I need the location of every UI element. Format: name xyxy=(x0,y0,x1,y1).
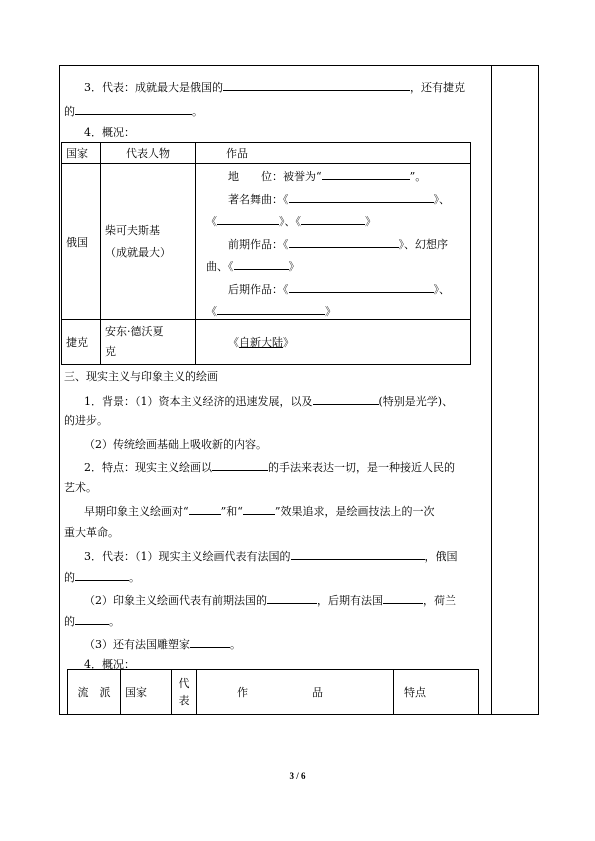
text: 。 xyxy=(192,105,203,118)
blank-french-realist[interactable] xyxy=(291,549,425,560)
music-table xyxy=(61,142,471,365)
blank-late-work[interactable] xyxy=(217,304,325,315)
header-works: 作品 xyxy=(196,143,471,164)
work-line: 《 》 xyxy=(206,305,336,318)
blank-technique[interactable] xyxy=(212,460,268,471)
russia-works xyxy=(196,164,471,320)
text: 品 xyxy=(312,686,323,699)
text: 作 xyxy=(237,686,248,699)
text: 表 xyxy=(178,694,190,707)
header-country: 国家 xyxy=(121,670,172,715)
czech-work: 《自新大陆》 xyxy=(196,320,471,365)
table-row xyxy=(62,320,471,365)
blank-color[interactable] xyxy=(243,504,275,515)
blank-early-work[interactable] xyxy=(289,237,399,248)
blank-science[interactable] xyxy=(313,394,379,405)
header-country: 国家 xyxy=(62,143,101,164)
work-line: 前期作品：《 》、幻想序 xyxy=(228,238,448,251)
section-title: 三、现实主义与印象主义的绘画 xyxy=(64,370,218,383)
person-note: （成就最大） xyxy=(105,245,171,259)
p-features: 2．特点：现实主义绘画以 的手法来表达一切，是一种接近人民的 xyxy=(84,461,455,474)
p-background-cont: 的进步。 xyxy=(64,414,108,427)
blank-russian-realist[interactable] xyxy=(75,570,129,581)
blank-dance[interactable] xyxy=(217,214,279,225)
text: 代 xyxy=(178,677,190,690)
text: ，还有捷克 xyxy=(410,81,465,94)
czech-person xyxy=(101,320,196,365)
painting-table xyxy=(67,669,479,715)
blank-russian-composer[interactable] xyxy=(223,80,410,91)
blank-sculptor[interactable] xyxy=(190,637,230,648)
work-line: 后期作品：《 》、 xyxy=(228,283,450,296)
work-line: 著名舞曲：《 》、 xyxy=(228,193,450,206)
blank-dutch[interactable] xyxy=(75,614,109,625)
header-feature: 特点 xyxy=(394,670,479,715)
blank-title[interactable] xyxy=(322,169,410,180)
text: 3．代表：成就最大是俄国的 xyxy=(84,81,223,94)
czech-country: 捷克 xyxy=(62,320,101,365)
p-impressionists: （2）印象主义绘画代表有前期法国的 ，后期有法国 ，荷兰 xyxy=(84,594,456,607)
p-representatives-cont: 的 。 xyxy=(64,571,140,584)
blank-light[interactable] xyxy=(189,504,221,515)
p-features-cont: 艺术。 xyxy=(64,481,97,494)
blank-dance[interactable] xyxy=(301,214,365,225)
work-line: 《 》、《 》 xyxy=(206,215,376,228)
person-name: 柴可夫斯基 xyxy=(105,223,160,237)
table-row xyxy=(62,143,471,164)
p-impressionism: 早期印象主义绘画对“ ”和“ ”效果追求，是绘画技法上的一次 xyxy=(84,505,435,518)
russia-country: 俄国 xyxy=(62,164,101,320)
blank-dance[interactable] xyxy=(289,192,434,203)
russia-person xyxy=(101,164,196,320)
header-works xyxy=(197,670,394,715)
page-number: 3 / 6 xyxy=(289,771,306,781)
work-line: 曲、《 》 xyxy=(206,260,300,273)
person-name: 安东·德沃夏 xyxy=(105,325,164,338)
p-background-2: （2）传统绘画基础上吸收新的内容。 xyxy=(84,438,267,451)
table-row xyxy=(68,670,479,715)
blank-late-work[interactable] xyxy=(289,282,434,293)
header-school: 流 派 xyxy=(68,670,121,715)
p-background: 1．背景：（1）资本主义经济的迅速发展，以及 (特别是光学)、 xyxy=(84,395,454,408)
blank-early-french[interactable] xyxy=(267,593,317,604)
blank-overture[interactable] xyxy=(234,259,289,270)
header-person: 代表人物 xyxy=(101,143,196,164)
blank-late-french[interactable] xyxy=(383,593,423,604)
table-row xyxy=(62,164,471,320)
p-overview: 4．概况： xyxy=(84,658,135,671)
work-title: 自新大陆 xyxy=(239,336,283,349)
p-impressionists-cont: 的 。 xyxy=(64,615,120,628)
s2-item3-line1 xyxy=(84,80,465,95)
p-representatives: 3．代表：（1）现实主义绘画代表有法国的 ，俄国 xyxy=(84,550,458,563)
p-sculptor: （3）还有法国雕塑家 。 xyxy=(84,638,241,651)
person-name-cont: 克 xyxy=(105,345,116,358)
s2-item3-line2 xyxy=(64,104,203,119)
work-line: 地 位：被誉为“ ”。 xyxy=(228,170,427,183)
p-impressionism-cont: 重大革命。 xyxy=(64,526,119,539)
text: 的 xyxy=(64,105,75,118)
header-representative xyxy=(172,670,197,715)
blank-czech-composer[interactable] xyxy=(75,104,192,115)
right-column-divider xyxy=(491,66,492,714)
s2-item4-heading: 4．概况： xyxy=(84,126,135,139)
